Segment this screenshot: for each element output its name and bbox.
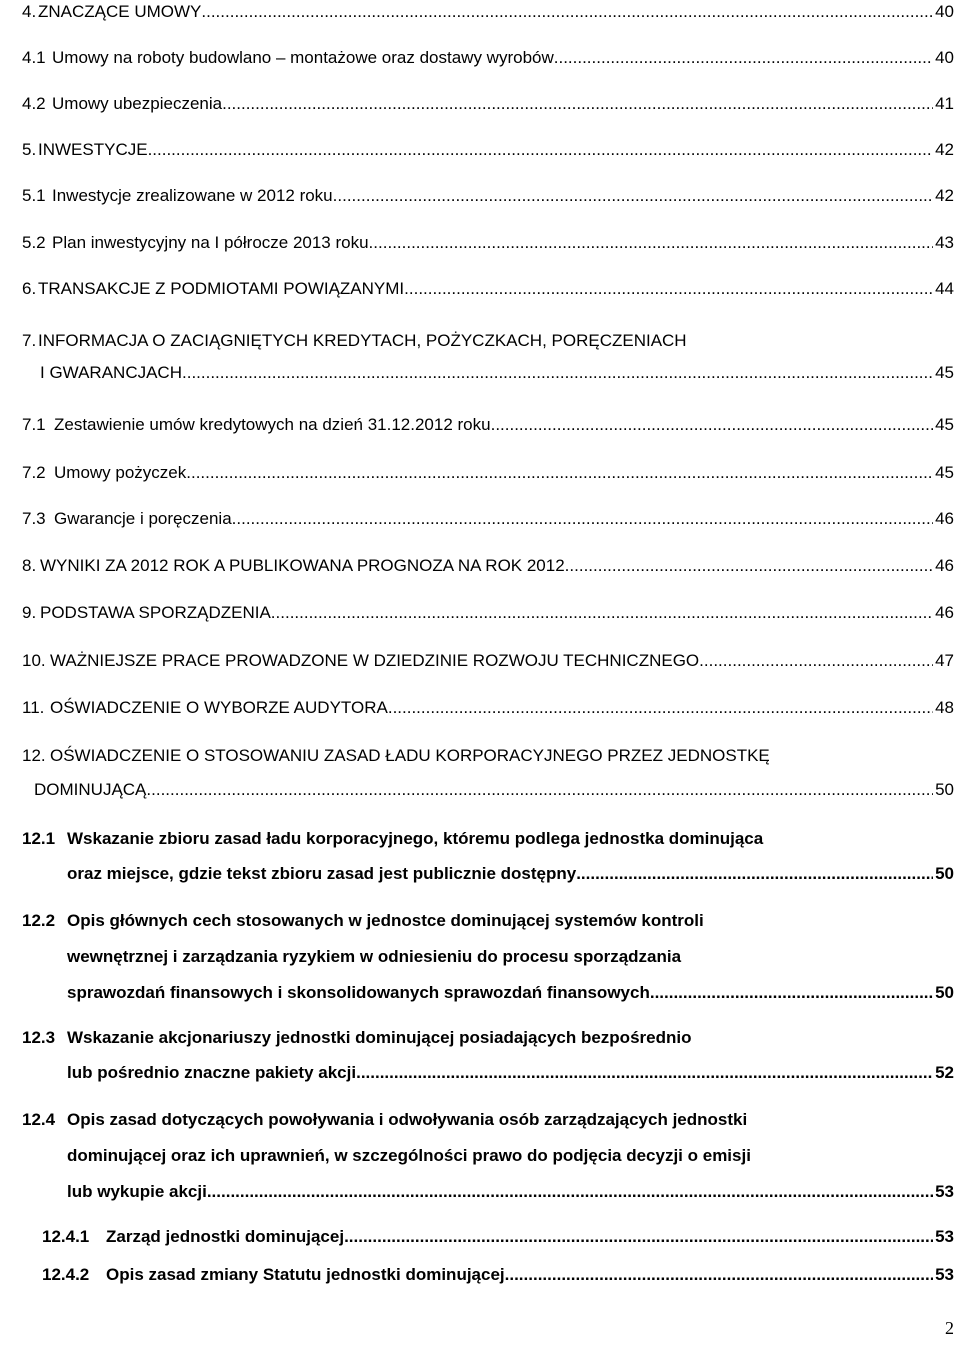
toc-number: 12.4.2 (42, 1265, 90, 1284)
toc-title-continued: lub pośrednio znaczne pakiety akcji (67, 1063, 357, 1082)
toc-title: INWESTYCJE (38, 140, 148, 159)
toc-number: 12.4.1 (42, 1227, 90, 1246)
toc-title: Zarząd jednostki dominującej (106, 1227, 345, 1246)
toc-title-continued: sprawozdań finansowych i skonsolidowanych sprawozdań finansowych (67, 983, 650, 1002)
toc-number: 11. (22, 698, 45, 717)
toc-title: Inwestycje zrealizowane w 2012 roku (52, 186, 333, 205)
toc-title: Umowy na roboty budowlano – montażowe oraz dostawy wyrobów (52, 48, 554, 67)
toc-page: 46 (935, 509, 954, 528)
toc-number: 7.1 (22, 415, 46, 434)
toc-page: 41 (935, 94, 954, 113)
leader-dots (146, 779, 933, 801)
toc-title: Opis głównych cech stosowanych w jednostce dominującej systemów kontroli (67, 911, 704, 930)
leader-dots (554, 47, 933, 69)
toc-title: OŚWIADCZENIE O STOSOWANIU ZASAD ŁADU KORPORACYJNEGO PRZEZ JEDNOSTKĘ (50, 746, 770, 765)
toc-number: 7. (22, 331, 37, 350)
leader-dots (333, 185, 933, 207)
leader-dots (344, 1226, 933, 1248)
toc-page: 50 (935, 983, 954, 1002)
leader-dots (182, 362, 933, 384)
toc-entry-7-1[interactable] (22, 414, 954, 436)
toc-title-continued: I GWARANCJACH (40, 363, 182, 382)
leader-dots (148, 139, 934, 161)
toc-title-continued: oraz miejsce, gdzie tekst zbioru zasad jest publicznie dostępny (67, 864, 577, 883)
toc-number: 8. (22, 556, 37, 575)
toc-entry-12-3[interactable] (22, 1027, 954, 1084)
toc-page: 46 (935, 603, 954, 622)
toc-title-continued: wewnętrznej i zarządzania ryzykiem w odniesieniu do procesu sporządzania (67, 947, 682, 966)
toc-page: 53 (935, 1265, 954, 1284)
toc-title: Opis zasad zmiany Statutu jednostki dominującej (106, 1265, 505, 1284)
toc-page: 48 (935, 698, 954, 717)
leader-dots (232, 508, 933, 530)
toc-page: 42 (935, 140, 954, 159)
leader-dots (576, 863, 933, 885)
toc-number: 9. (22, 603, 37, 622)
leader-dots (222, 93, 933, 115)
toc-title: INFORMACJA O ZACIĄGNIĘTYCH KREDYTACH, POŻYCZKACH, PORĘCZENIACH (38, 331, 687, 350)
leader-dots (201, 1, 933, 23)
toc-page: 53 (935, 1227, 954, 1246)
toc-title-continued: dominującej oraz ich uprawnień, w szczególności prawo do podjęcia decyzji o emisji (67, 1146, 751, 1165)
leader-dots (356, 1062, 933, 1084)
toc-title: TRANSAKCJE Z PODMIOTAMI POWIĄZANYMI (38, 279, 405, 298)
toc-page: 46 (935, 556, 954, 575)
toc-title: Umowy pożyczek (54, 463, 187, 482)
toc-entry-9[interactable] (22, 602, 954, 624)
toc-title: OŚWIADCZENIE O WYBORZE AUDYTORA (50, 698, 388, 717)
toc-entry-7[interactable] (22, 330, 954, 384)
toc-title-continued: lub wykupie akcji (67, 1182, 207, 1201)
toc-number: 7.3 (22, 509, 46, 528)
toc-entry-8[interactable] (22, 555, 954, 577)
leader-dots (699, 650, 933, 672)
toc-title: Zestawienie umów kredytowych na dzień 31.12.2012 roku (54, 415, 491, 434)
toc-entry-5-1[interactable] (22, 185, 954, 207)
toc-entry-4[interactable] (22, 1, 954, 23)
leader-dots (388, 697, 933, 719)
toc-number: 12.4 (22, 1110, 56, 1129)
toc-entry-10[interactable] (22, 650, 954, 672)
leader-dots (373, 232, 933, 254)
toc-page: 43 (935, 233, 954, 252)
toc-page: 50 (935, 780, 954, 799)
toc-number: 4.1 (22, 48, 46, 67)
toc-number: 12.3 (22, 1028, 56, 1047)
toc-entry-4-2[interactable] (22, 93, 954, 115)
toc-title: WAŻNIEJSZE PRACE PROWADZONE W DZIEDZINIE ROZWOJU TECHNICZNEGO (50, 651, 700, 670)
leader-dots (207, 1181, 933, 1203)
toc-number: 4. (22, 2, 37, 21)
leader-dots (505, 1264, 933, 1286)
toc-entry-12-4[interactable] (22, 1109, 954, 1203)
toc-page: 44 (935, 279, 954, 298)
toc-title: WYNIKI ZA 2012 ROK A PUBLIKOWANA PROGNOZA NA ROK 2012 (40, 556, 565, 575)
toc-number: 12.1 (22, 829, 56, 848)
toc-entry-12-4-1[interactable] (42, 1226, 954, 1248)
toc-page: 52 (935, 1063, 954, 1082)
toc-entry-12-2[interactable] (22, 910, 954, 1004)
toc-title: ZNACZĄCE UMOWY (38, 2, 202, 21)
toc-entry-12-1[interactable] (22, 828, 954, 885)
toc-entry-7-2[interactable] (22, 462, 954, 484)
toc-number: 6. (22, 279, 37, 298)
toc-entry-12[interactable] (22, 745, 954, 801)
leader-dots (491, 414, 933, 436)
toc-entry-5[interactable] (22, 139, 954, 161)
toc-entry-6[interactable] (22, 278, 954, 300)
leader-dots (186, 462, 933, 484)
toc-number: 10. (22, 651, 46, 670)
page-number: 2 (945, 1318, 954, 1338)
toc-title: Opis zasad dotyczących powoływania i odwoływania osób zarządzających jednostki (67, 1110, 748, 1129)
toc-number: 12. (22, 746, 46, 765)
toc-page: 40 (935, 2, 954, 21)
leader-dots (650, 982, 933, 1004)
toc-page: 45 (935, 363, 954, 382)
toc-page: 53 (935, 1182, 954, 1201)
toc-number: 5. (22, 140, 37, 159)
toc-title: Umowy ubezpieczenia (52, 94, 223, 113)
leader-dots (271, 602, 933, 624)
toc-number: 5.1 (22, 186, 46, 205)
toc-entry-11[interactable] (22, 697, 954, 719)
toc-number: 4.2 (22, 94, 46, 113)
toc-page: 40 (935, 48, 954, 67)
leader-dots (404, 278, 933, 300)
toc-title: Gwarancje i poręczenia (54, 509, 232, 528)
toc-number: 7.2 (22, 463, 46, 482)
toc-page: 45 (935, 415, 954, 434)
toc-entry-12-4-2[interactable] (42, 1264, 954, 1286)
toc-page: 47 (935, 651, 954, 670)
toc-title: Plan inwestycyjny na I półrocze 2013 roku. (52, 233, 374, 252)
toc-title-continued: DOMINUJĄCĄ (34, 780, 147, 799)
toc-title: Wskazanie zbioru zasad ładu korporacyjnego, któremu podlega jednostka dominująca (67, 829, 764, 848)
toc-page: 50 (935, 864, 954, 883)
leader-dots (565, 555, 933, 577)
toc-page: 45 (935, 463, 954, 482)
toc-number: 12.2 (22, 911, 56, 930)
toc-page: 42 (935, 186, 954, 205)
toc-title: Wskazanie akcjonariuszy jednostki dominującej posiadających bezpośrednio (67, 1028, 692, 1047)
toc-entry-7-3[interactable] (22, 508, 954, 530)
toc-title: PODSTAWA SPORZĄDZENIA (40, 603, 271, 622)
toc-number: 5.2 (22, 233, 46, 252)
toc-entry-4-1[interactable] (22, 47, 954, 69)
toc-entry-5-2[interactable] (22, 232, 954, 254)
